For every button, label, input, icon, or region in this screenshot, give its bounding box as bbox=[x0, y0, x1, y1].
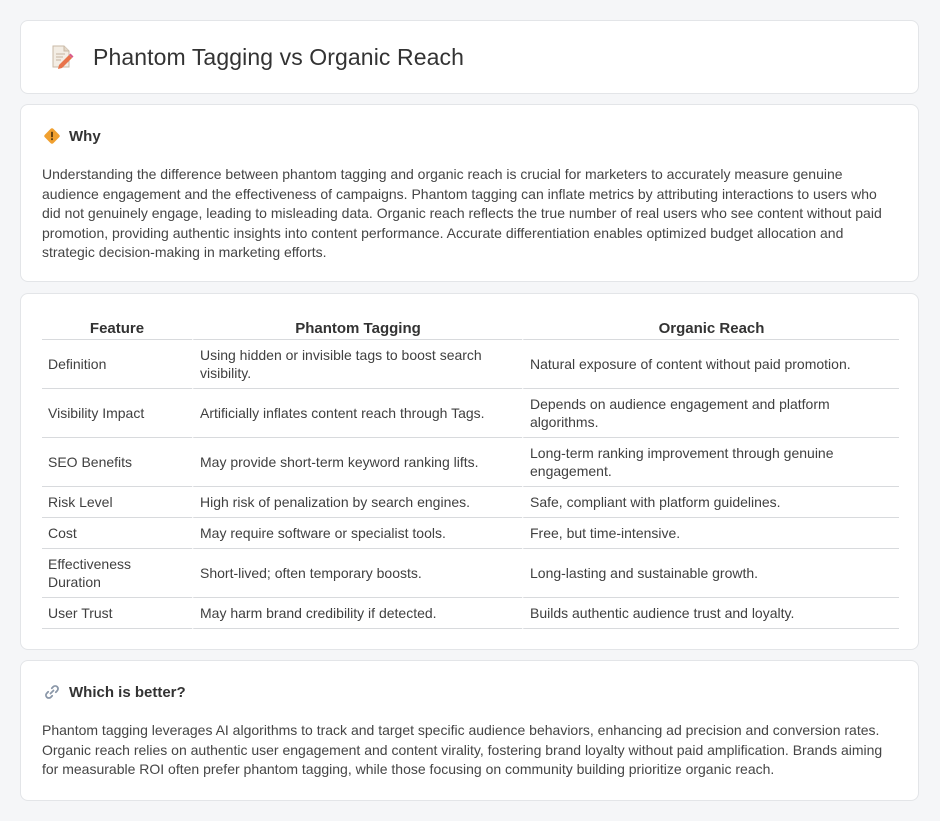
feature-cell: Visibility Impact bbox=[42, 389, 192, 438]
table-header-row bbox=[42, 314, 899, 340]
organic-reach-cell: Natural exposure of content without paid promotion. bbox=[522, 340, 899, 389]
phantom-tagging-cell: High risk of penalization by search engines. bbox=[192, 487, 522, 518]
feature-cell: Cost bbox=[42, 518, 192, 549]
organic-reach-cell: Free, but time-intensive. bbox=[522, 518, 899, 549]
organic-reach-cell: Depends on audience engagement and platform algorithms. bbox=[522, 389, 899, 438]
table-row bbox=[42, 518, 899, 549]
phantom-tagging-cell: Using hidden or invisible tags to boost search visibility. bbox=[192, 340, 522, 389]
table-row bbox=[42, 598, 899, 629]
table-row bbox=[42, 549, 899, 598]
feature-cell: Definition bbox=[42, 340, 192, 389]
better-text: Phantom tagging leverages AI algorithms to track and target specific audience behaviors, enhancing ad precision and conversion rates. Organic reach relies on authentic user engagement and content virality, fostering brand loyalty without paid amplification. Brands aiming for measurable ROI often prefer phantom tagging, while those focusing on community building prioritize organic reach. bbox=[42, 722, 883, 778]
table-row bbox=[42, 487, 899, 518]
phantom-tagging-cell: May provide short-term keyword ranking lifts. bbox=[192, 438, 522, 487]
phantom-tagging-cell: May harm brand credibility if detected. bbox=[192, 598, 522, 629]
feature-cell: Risk Level bbox=[42, 487, 192, 518]
organic-reach-cell: Long-lasting and sustainable growth. bbox=[522, 549, 899, 598]
title-card bbox=[20, 20, 919, 94]
warning-diamond-icon bbox=[43, 127, 61, 145]
table-row bbox=[42, 389, 899, 438]
phantom-tagging-cell: Artificially inflates content reach through Tags. bbox=[192, 389, 522, 438]
link-icon bbox=[43, 683, 61, 701]
phantom-tagging-cell: May require software or specialist tools. bbox=[192, 518, 522, 549]
column-header-organic-reach: Organic Reach bbox=[522, 314, 899, 340]
phantom-tagging-cell: Short-lived; often temporary boosts. bbox=[192, 549, 522, 598]
feature-cell: Effectiveness Duration bbox=[42, 549, 192, 598]
better-heading-row bbox=[43, 683, 186, 701]
organic-reach-cell: Safe, compliant with platform guidelines. bbox=[522, 487, 899, 518]
comparison-table bbox=[42, 314, 899, 629]
column-header-phantom-tagging: Phantom Tagging bbox=[192, 314, 522, 340]
title-row bbox=[47, 43, 464, 71]
table-row bbox=[42, 340, 899, 389]
table-row bbox=[42, 438, 899, 487]
comparison-section bbox=[20, 293, 919, 650]
which-is-better-section bbox=[20, 660, 919, 801]
why-section bbox=[20, 104, 919, 282]
better-heading: Which is better? bbox=[69, 683, 186, 701]
feature-cell: User Trust bbox=[42, 598, 192, 629]
organic-reach-cell: Long-term ranking improvement through genuine engagement. bbox=[522, 438, 899, 487]
organic-reach-cell: Builds authentic audience trust and loyalty. bbox=[522, 598, 899, 629]
why-heading-row bbox=[43, 127, 101, 145]
why-text: Understanding the difference between phantom tagging and organic reach is crucial for marketers to accurately measure genuine audience engagement and the effectiveness of campaigns. Phantom tagging can inflate metrics by attributing interactions to users who did not genuinely engage, leading to misleading data. Organic reach reflects the true number of real users who see content without paid promotion, providing authentic insights into content performance. Accurate differentiation enables optimized budget allocation and strategic decision-making in marketing efforts. bbox=[42, 166, 882, 261]
why-heading: Why bbox=[69, 127, 101, 145]
feature-cell: SEO Benefits bbox=[42, 438, 192, 487]
memo-icon bbox=[47, 43, 75, 71]
column-header-feature: Feature bbox=[42, 314, 192, 340]
page-title: Phantom Tagging vs Organic Reach bbox=[93, 43, 464, 70]
